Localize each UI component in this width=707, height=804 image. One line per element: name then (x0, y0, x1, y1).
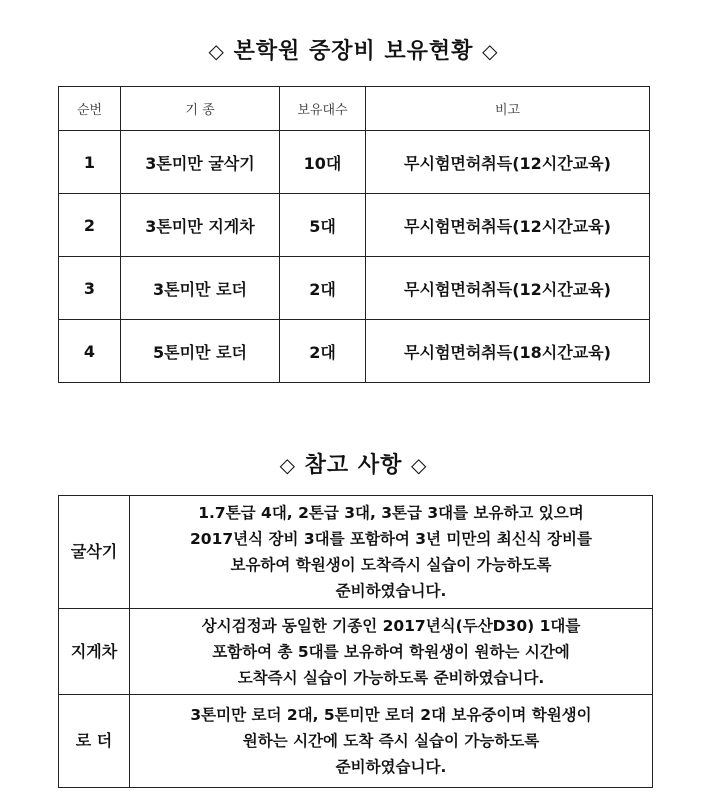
notes-text (130, 496, 653, 609)
row-count: 2대 (280, 320, 366, 383)
row-note: 무시험면허취득(18시간교육) (366, 320, 650, 383)
notes-line: 준비하였습니다. (335, 582, 447, 600)
row-no: 4 (59, 320, 121, 383)
notes-title-text: 참고 사항 (304, 453, 403, 478)
row-note: 무시험면허취득(12시간교육) (366, 131, 650, 194)
row-model: 3톤미만 지게차 (121, 194, 280, 257)
header-model: 기 종 (121, 87, 280, 131)
table-row (59, 131, 650, 194)
row-no: 3 (59, 257, 121, 320)
notes-line: 원하는 시간에 도착 즉시 실습이 가능하도록 (242, 732, 540, 750)
notes-line: 1.7톤급 4대, 2톤급 3대, 3톤급 3대를 보유하고 있으며 (198, 504, 584, 522)
diamond-left-icon: ◇ (208, 39, 225, 63)
notes-line: 포함하여 총 5대를 보유하여 학원생이 원하는 시간에 (212, 642, 570, 661)
notes-line: 준비하였습니다. (335, 758, 447, 776)
notes-label: 로 더 (59, 695, 130, 788)
notes-text (130, 695, 653, 788)
row-model: 3톤미만 로더 (121, 257, 280, 320)
notes-row-excavator (59, 496, 653, 609)
row-no: 2 (59, 194, 121, 257)
row-count: 2대 (280, 257, 366, 320)
row-model: 5톤미만 로더 (121, 320, 280, 383)
notes-line: 2017년식 장비 3대를 포함하여 3년 미만의 최신식 장비를 (190, 530, 592, 548)
header-count: 보유대수 (280, 87, 366, 131)
table-row (59, 257, 650, 320)
row-count: 10대 (280, 131, 366, 194)
equipment-table (58, 86, 650, 383)
header-note: 비고 (366, 87, 650, 131)
row-note: 무시험면허취득(12시간교육) (366, 194, 650, 257)
notes-line: 3톤미만 로더 2대, 5톤미만 로더 2대 보유중이며 학원생이 (190, 706, 592, 724)
table-row (59, 320, 650, 383)
diamond-right-icon: ◇ (411, 453, 428, 477)
row-model: 3톤미만 굴삭기 (121, 131, 280, 194)
notes-line: 도착즉시 실습이 가능하도록 준비하였습니다. (237, 668, 545, 687)
notes-label: 굴삭기 (59, 496, 130, 609)
table-row (59, 194, 650, 257)
notes-line: 상시검정과 동일한 기종인 2017년식(두산D30) 1대를 (201, 616, 581, 635)
row-no: 1 (59, 131, 121, 194)
notes-text (130, 609, 653, 695)
notes-table (58, 495, 653, 788)
row-count: 5대 (280, 194, 366, 257)
notes-line: 보유하여 학원생이 도착즉시 실습이 가능하도록 (230, 556, 552, 574)
diamond-left-icon: ◇ (279, 453, 296, 477)
header-no: 순번 (59, 87, 121, 131)
notes-title (0, 448, 707, 479)
diamond-right-icon: ◇ (482, 39, 499, 63)
table-header-row (59, 87, 650, 131)
row-note: 무시험면허취득(12시간교육) (366, 257, 650, 320)
notes-row-forklift (59, 609, 653, 695)
notes-row-loader (59, 695, 653, 788)
equipment-title-text: 본학원 중장비 보유현황 (233, 39, 474, 64)
notes-label: 지게차 (59, 609, 130, 695)
equipment-title (0, 34, 707, 65)
